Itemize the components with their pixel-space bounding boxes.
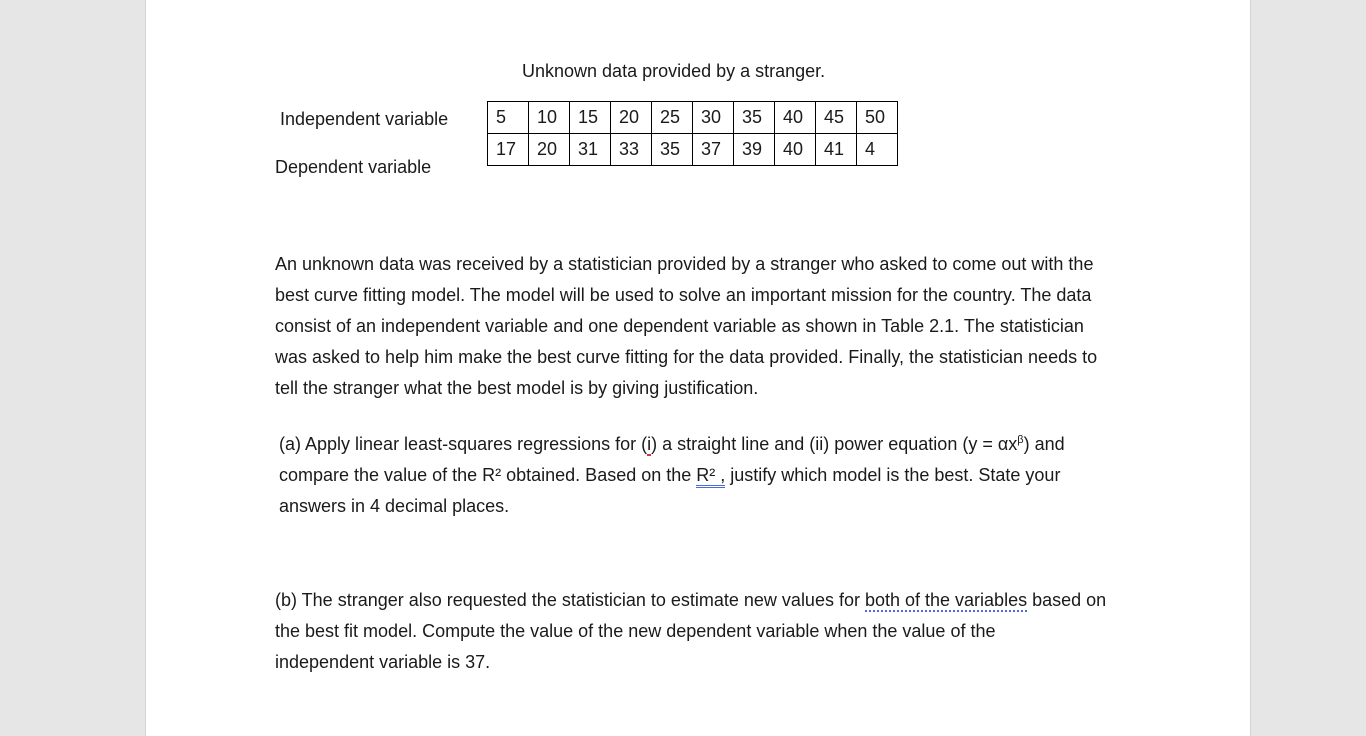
- table-cell: 39: [734, 134, 775, 166]
- text-run: based on: [1027, 590, 1107, 610]
- text-run: ) a straight line and (ii) power equation (y = αx: [651, 434, 1018, 454]
- table-cell: 30: [693, 102, 734, 134]
- style-flag[interactable]: both of the variables: [864, 590, 1028, 610]
- paragraph-line: An unknown data was received by a statistician provided by a stranger who asked to come out with the: [275, 254, 1094, 274]
- independent-variable-label: Independent variable: [280, 109, 449, 129]
- superscript-beta: β: [1017, 434, 1024, 446]
- paragraph-line: [275, 585, 1135, 616]
- table-cell: 35: [652, 134, 693, 166]
- paragraph-line: was asked to help him make the best curve fitting for the data provided. Finally, the statistician needs to: [275, 347, 1098, 367]
- table-cell: 35: [734, 102, 775, 134]
- table-row: [488, 102, 898, 134]
- text-run: justify which model is the best. State your: [725, 465, 1061, 485]
- part-a-paragraph: [279, 425, 1139, 522]
- part-b-paragraph: [275, 585, 1135, 678]
- data-table: [487, 101, 898, 166]
- table-cell: 40: [775, 134, 816, 166]
- text-run: compare the value of the R² obtained. Based on the: [279, 465, 697, 485]
- spelling-flag[interactable]: i: [647, 434, 652, 454]
- table-cell: 33: [611, 134, 652, 166]
- table-cell: 25: [652, 102, 693, 134]
- paragraph-line: [279, 425, 1139, 460]
- dependent-variable-label: Dependent variable: [275, 157, 432, 177]
- paragraph-line: the best fit model. Compute the value of the new dependent variable when the value of the: [275, 621, 996, 641]
- table-row: [488, 134, 898, 166]
- document-page: [145, 0, 1251, 736]
- table-cell: 15: [570, 102, 611, 134]
- table-cell: 4: [857, 134, 898, 166]
- table-cell: 45: [816, 102, 857, 134]
- intro-paragraph: [275, 249, 1135, 404]
- text-run: (b) The stranger also requested the statistician to estimate new values for: [275, 590, 865, 610]
- paragraph-line: [279, 460, 1139, 491]
- table-cell: 37: [693, 134, 734, 166]
- table-cell: 31: [570, 134, 611, 166]
- paragraph-line: consist of an independent variable and one dependent variable as shown in Table 2.1. The statistician: [275, 316, 1084, 336]
- table-cell: 41: [816, 134, 857, 166]
- paragraph-line: answers in 4 decimal places.: [279, 496, 510, 516]
- paragraph-line: independent variable is 37.: [275, 652, 491, 672]
- paragraph-line: best curve fitting model. The model will be used to solve an important mission for the country. The data: [275, 285, 1092, 305]
- table-cell: 20: [529, 134, 570, 166]
- table-cell: 20: [611, 102, 652, 134]
- grammar-flag[interactable]: R² ,: [696, 465, 725, 488]
- table-caption: Unknown data provided by a stranger.: [522, 61, 826, 81]
- table-cell: 40: [775, 102, 816, 134]
- table-cell: 50: [857, 102, 898, 134]
- paragraph-line: tell the stranger what the best model is by giving justification.: [275, 378, 759, 398]
- table-cell: 5: [488, 102, 529, 134]
- text-run: ) and: [1023, 434, 1065, 454]
- table-cell: 10: [529, 102, 570, 134]
- text-run: (a) Apply linear least-squares regressions for (: [279, 434, 648, 454]
- table-cell: 17: [488, 134, 529, 166]
